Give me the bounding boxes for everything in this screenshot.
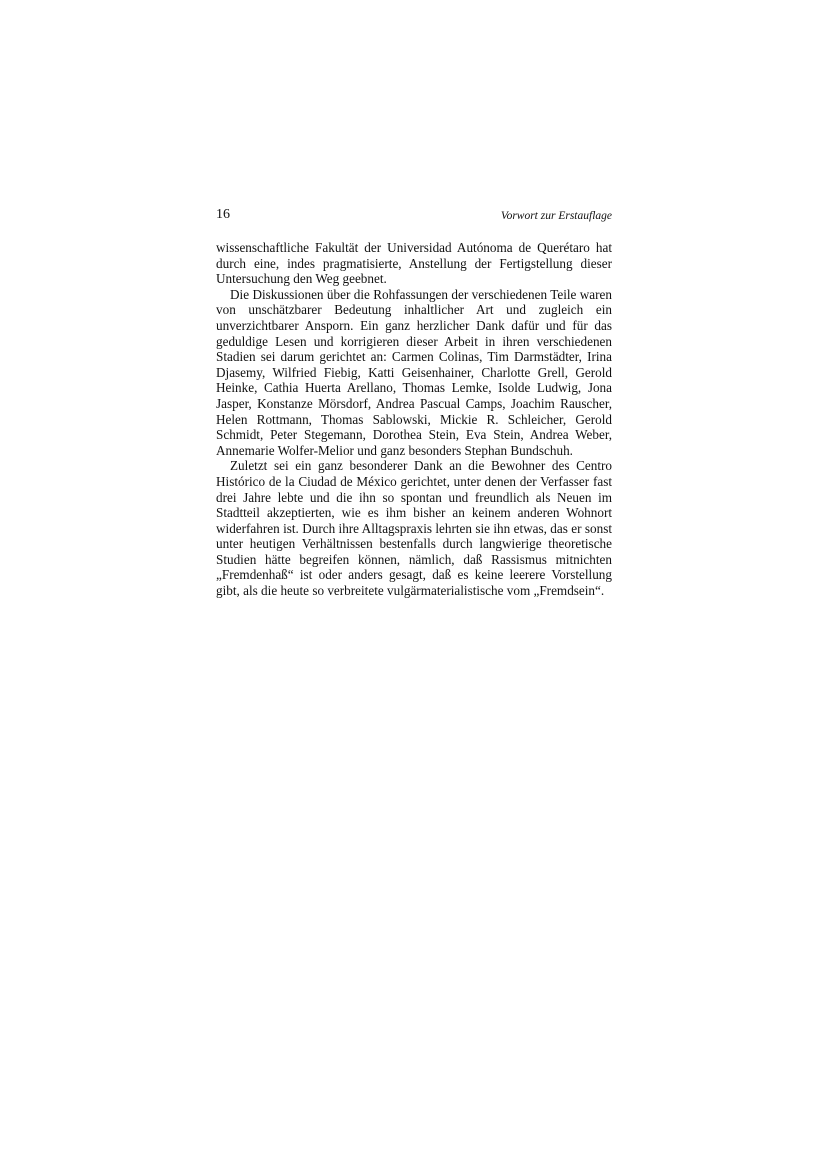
paragraph-2: Die Diskussionen über die Rohfassungen der verschiedenen Teile waren von unschätzbarer Bedeutung inhaltlicher Art und zugleich ein unverzichtbarer Ansporn. Ein ganz herzlicher Dank dafür und für das geduldige Lesen und korrigieren dieser Arbeit in ihren verschiedenen Stadien sei darum gerichtet an: Carmen Colinas, Tim Darmstädter, Irina Djasemy, Wilfried Fiebig, Katti Geisenhainer, Charlotte Grell, Gerold Heinke, Cathia Huerta Arellano, Thomas Lemke, Isolde Ludwig, Jona Jasper, Konstanze Mörsdorf, Andrea Pascual Camps, Joachim Rauscher, Helen Rottmann, Thomas Sablowski, Mickie R. Schleicher, Gerold Schmidt, Peter Stegemann, Dorothea Stein, Eva Stein, Andrea Weber, Annemarie Wolfer-Melior und ganz besonders Stephan Bundschuh. (216, 286, 612, 458)
paragraph-1: wissenschaftliche Fakultät der Universidad Autónoma de Querétaro hat durch eine, indes pragmatisierte, Anstellung der Fertigstellung dieser Untersuchung den Weg geebnet. (216, 240, 612, 287)
paragraph-3: Zuletzt sei ein ganz besonderer Dank an die Bewohner des Centro Histórico de la Ciudad de México gerichtet, unter denen der Verfasser fast drei Jahre lebte und die ihn so spontan und freundlich als Neuen im Stadtteil akzeptierten, wie es ihm bisher an keinem anderen Wohnort widerfahren ist. Durch ihre Alltagspraxis lehrten sie ihn etwas, das er sonst unter heutigen Verhältnissen bestenfalls durch langwierige theoretische Studien hätte begreifen können, nämlich, daß Rassismus mitnichten „Fremdenhaß“ ist oder anders gesagt, daß es keine leerere Vorstellung gibt, als die heute so verbreitete vulgärmaterialistische vom „Fremdsein“. (216, 458, 612, 599)
page-header (216, 206, 612, 224)
page-number: 16 (216, 207, 230, 222)
running-title: Vorwort zur Erstauflage (500, 210, 612, 222)
body-text (216, 240, 612, 599)
